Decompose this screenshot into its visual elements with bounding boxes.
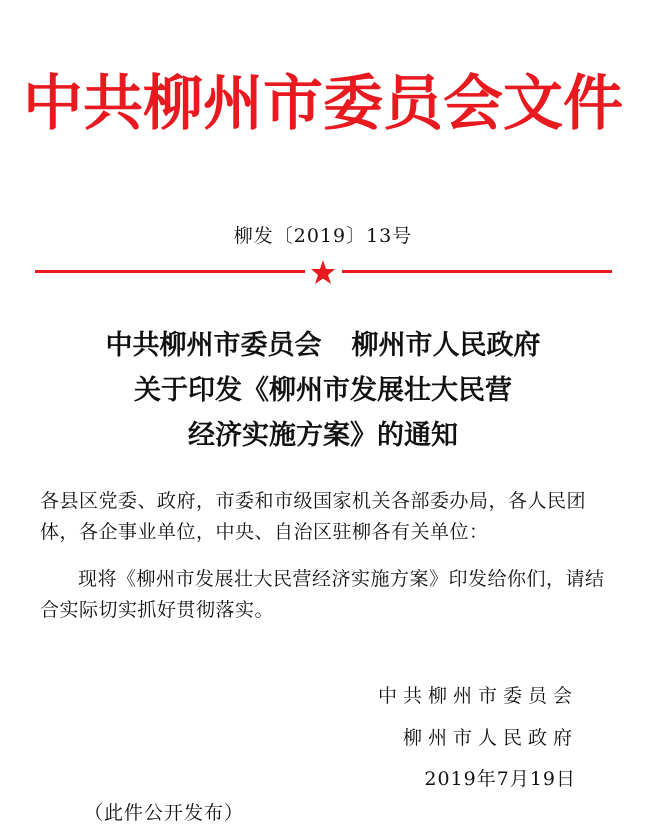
red-divider-left	[35, 270, 305, 273]
signature-date: 2019年7月19日	[424, 768, 576, 790]
title-line-2: 关于印发《柳州市发展壮大民营	[134, 375, 512, 406]
signature-org-party-committee: 中共柳州市委员会	[377, 685, 578, 707]
title-issuer-1: 中共柳州市委员会	[105, 330, 322, 361]
red-divider-right	[342, 270, 612, 273]
title-line-1	[0, 323, 646, 368]
document-title	[0, 323, 646, 458]
title-issuer-2: 柳州市人民政府	[351, 330, 541, 361]
document-header-title: 中共柳州市委员会文件	[23, 69, 623, 139]
red-star-icon	[310, 259, 336, 285]
content-paragraph: 现将《柳州市发展壮大民营经济实施方案》印发给你们，请结合实际切实抓好贯彻落实。	[40, 568, 605, 621]
title-line-3: 经济实施方案》的通知	[188, 420, 458, 451]
signature-org-government: 柳州市人民政府	[402, 727, 578, 749]
addressee-paragraph: 各县区党委、政府，市委和市级国家机关各部委办局，各人民团体，各企事业单位，中央、自治区驻柳各有关单位：	[40, 490, 587, 543]
document-number: 柳发〔2019〕13号	[233, 225, 413, 247]
publication-note: （此件公开发布）	[84, 802, 245, 824]
